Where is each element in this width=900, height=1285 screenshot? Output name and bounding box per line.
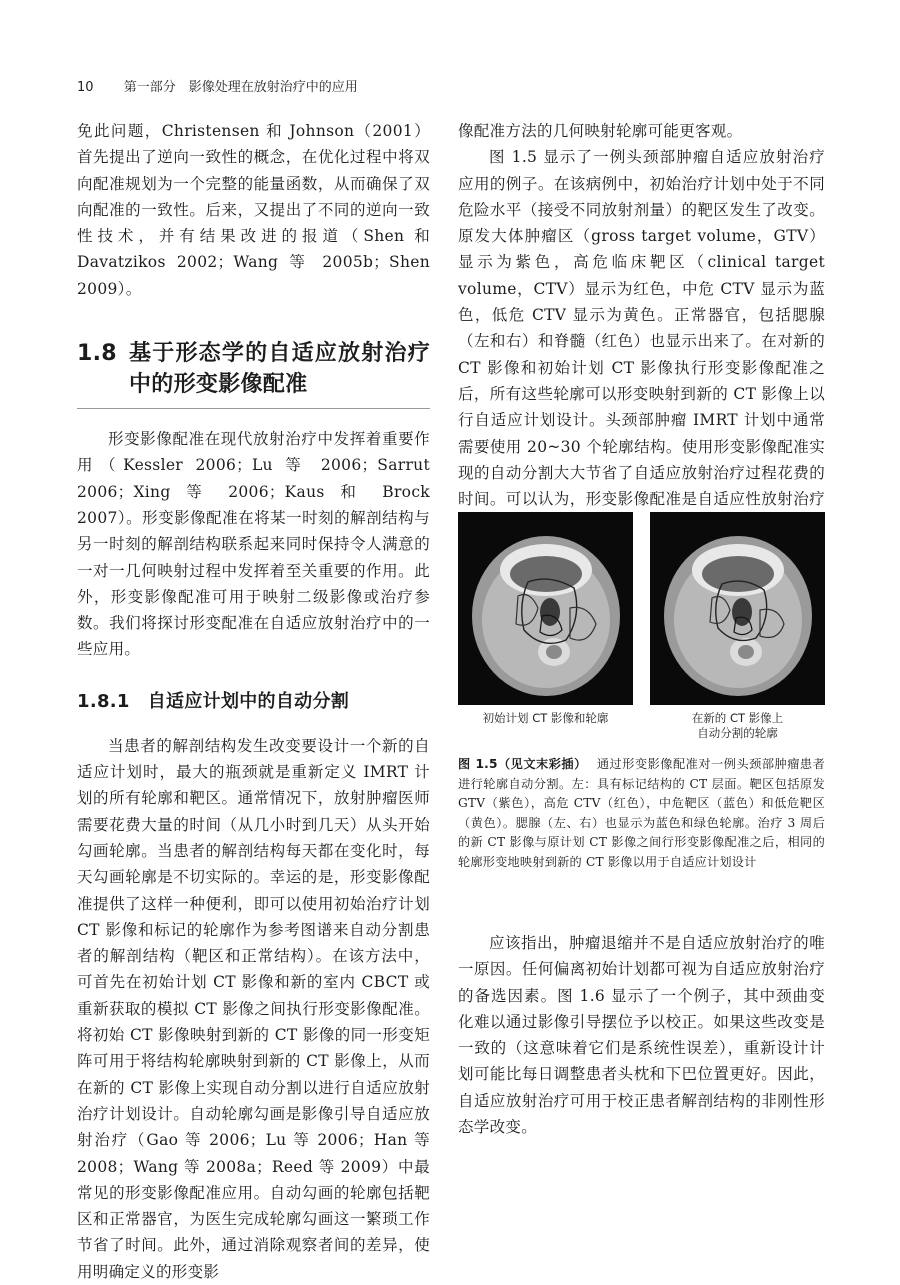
figure-caption — [458, 755, 825, 872]
section-number: 1.8 — [77, 341, 117, 367]
paragraph-final: 应该指出，肿瘤退缩并不是自适应放射治疗的唯一原因。任何偏离初始计划都可视为自适应放射治疗的备选因素。图 1.6 显示了一个例子，其中颈曲变化难以通过影像引导摆位予以校正。如果这些改变是一致的（这意味着它们是系统性误差），重新设计计划可能比每日调整患者头枕和下巴位置更好。因此，自适应放射治疗可用于校正患者解剖结构的非刚性形态学改变。 — [458, 934, 825, 1137]
figure-label-right — [650, 711, 825, 741]
paragraph-figure-description: 图 1.5 显示了一例头颈部肿瘤自适应放射治疗应用的例子。在该病例中，初始治疗计划中处于不同危险水平（接受不同放射剂量）的靶区发生了改变。原发大体肿瘤区（gross target volume，GTV）显示为紫色，高危临床靶区（clinical target volume，CTV）显示为红色，中危 CTV 显示为蓝色，低危 CTV 显示为黄色。正常器官，包括腮腺（左和右）和脊髓（红色）也显示出来了。在对新的 CT 影像和初始计划 CT 影像执行形变影像配准之后，所有这些轮廓可以形变映射到新的 CT 影像上以行自适应计划设计。头颈部肿瘤 IMRT 计划中通常需要使用 20~30 个轮廓结构。使用形变影像配准实现的自动分割大大节省了自适应放射治疗过程花费的时间。可以认为，形变影像配准是自适应性放射治疗 — [458, 148, 825, 509]
subsection-number: 1.8.1 — [77, 690, 130, 712]
ct-image-new-auto-segmented — [650, 512, 825, 705]
figure-label-right-line1: 在新的 CT 影像上 — [691, 711, 784, 725]
subsection-title: 自适应计划中的自动分割 — [147, 690, 350, 712]
paragraph-section: 形变影像配准在现代放射治疗中发挥着重要作用（Kessler 2006；Lu 等 2006；Sarrut 2006；Xing 等 2006；Kaus 和 Brock 2007）。形变影像配准在将某一时刻的解剖结构与另一时刻的解剖结构联系起来同时保持令人满意的一对一几何映射过程中发挥着至关重要的作用。此外，形变影像配准可用于映射二级影像或治疗参数。我们将探讨形变配准在自适应放射治疗中的一些应用。 — [77, 430, 430, 659]
figure-caption-text: 通过形变影像配准对一例头颈部肿瘤患者进行轮廓自动分割。左：具有标记结构的 CT 层面。靶区包括原发 GTV（紫色），高危 CTV（红色），中危靶区（蓝色）和低危靶区（黄色）。腮腺（左、右）也显示为蓝色和绿色轮廓。治疗 3 周后的新 CT 影像与原计划 CT 影像之间行形变影像配准之后，相同的轮廓形变地映射到新的 CT 影像以用于自适应计划设计 — [458, 757, 826, 869]
left-column — [77, 118, 430, 1285]
figure-label-right-line2: 自动分割的轮廓 — [697, 726, 778, 740]
paragraph-subsection: 当患者的解剖结构发生改变要设计一个新的自适应计划时，最大的瓶颈就是重新定义 IMRT 计划的所有轮廓和靶区。通常情况下，放射肿瘤医师需要花费大量的时间（从几小时到几天）从头开始勾画轮廓。当患者的解剖结构每天都在变化时，每天勾画轮廓是不切实际的。幸运的是，形变影像配准提供了这样一种便利，即可以使用初始治疗计划 CT 影像和标记的轮廓作为参考图谱来自动分割患者的解剖结构（靶区和正常结构）。在该方法中，可首先在初始计划 CT 影像和新的室内 CBCT 或重新获取的模拟 CT 影像之间执行形变影像配准。将初始 CT 影像映射到新的 CT 影像的同一形变矩阵可用于将结构轮廓映射到新的 CT 影像上，从而在新的 CT 影像上实现自动分割以进行自适应放射治疗计划设计。自动轮廓勾画是影像引导自适应放射治疗（Gao 等 2006；Lu 等 2006；Han 等 2008；Wang 等 2008a；Reed 等 2009）中最常见的形变影像配准应用。自动勾画的轮廓包括靶区和正常器官，为医生完成轮廓勾画这一繁琐工作节省了时间。此外，通过消除观察者间的差异，使用明确定义的形变影 — [77, 736, 430, 1281]
figure-label-left: 初始计划 CT 影像和轮廓 — [482, 711, 609, 725]
page-number: 10 — [77, 80, 94, 95]
running-title: 第一部分 影像处理在放射治疗中的应用 — [123, 80, 358, 95]
figure-caption-title: 图 1.5（见文末彩插） — [458, 757, 587, 771]
section-title: 基于形态学的自适应放射治疗中的形变影像配准 — [129, 341, 430, 398]
subsection-heading — [77, 689, 430, 715]
running-header — [77, 76, 358, 95]
right-column — [458, 118, 825, 539]
right-column-bottom — [458, 930, 825, 1140]
figure-1-5 — [458, 512, 825, 872]
paragraph-intro: 免此问题，Christensen 和 Johnson（2001）首先提出了逆向一致性的概念，在优化过程中将双向配准规划为一个完整的能量函数，从而确保了双向配准的一致性。后来，又提出了不同的逆向一致性技术，并有结果改进的报道（Shen 和 Davatzikos 2002；Wang 等 2005b；Shen 2009）。 — [77, 122, 430, 298]
section-heading — [77, 338, 430, 409]
ct-image-initial-plan — [458, 512, 633, 705]
paragraph-continued: 像配准方法的几何映射轮廓可能更客观。 — [458, 122, 743, 140]
